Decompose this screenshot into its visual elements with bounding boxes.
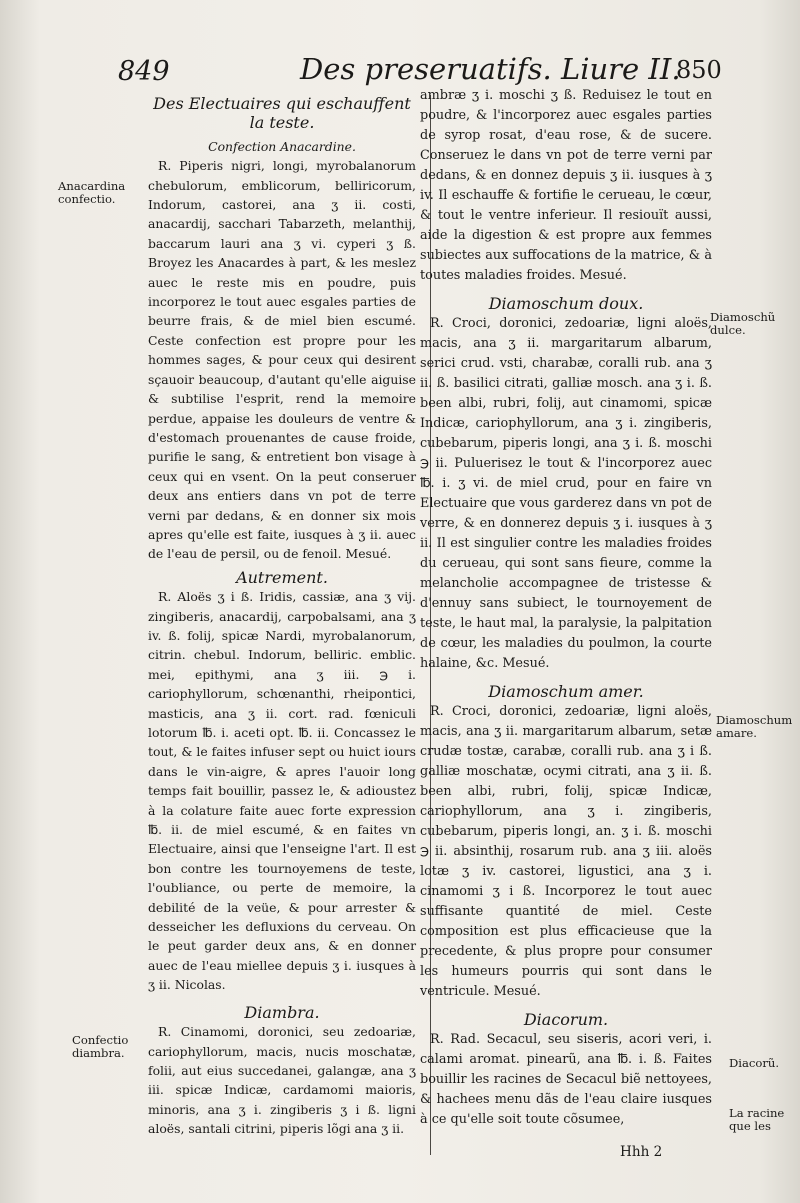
autrement-text: R. Aloës ʒ i ß. Iridis, cassiæ, ana ʒ vij. zingiberis, anacardij, carpobalsami, ana ʒ iv. ß. folij, spicæ Nardi, myrobalanorum, citrin. chebul. Indorum, belliric. emblic. mei, epithymi, ana ʒ iii. ℈ i. cariophyllorum, schœnanthi, rheipontici, masticis, ana ʒ ii. cort. rad. fœniculi lotorum ℔. i. aceti opt. ℔. ii. Concassez le tout, & le faites infuser sept ou huict iours dans le vin-aigre, & apres l'auoir long temps fait bouillir, passez le, & adioustez à la colature faite auec forte expression ℔. ii. de miel escumé, & en faites vn Electuaire, ainsi que l'enseigne l'art. Il est bon contre les tournoyemens de teste, l'oubliance, ou perte de memoire, la debilité de la veüe, & pour arrester & desseicher les defluxions du cerveau. On le peut garder deux ans, & en donner auec de l'eau miellee depuis ʒ i. iusques à ʒ ii. Nicolas. (148, 589, 416, 993)
margin-note-anacardina: Anacardina confectio. (58, 179, 126, 206)
signature-mark: Hhh 2 (620, 1144, 663, 1160)
page-header (0, 52, 800, 86)
diambra-text: R. Cinamomi, doronici, seu zedoariæ, cariophyllorum, macis, nucis moschatæ, folii, aut eius succedanei, galangæ, ana ʒ iii. spicæ Indicæ, cardamomi maioris, minoris, ana ʒ i. zingiberis ʒ i ß. ligni aloës, santali citrini, piperis lõgi ana ʒ ii. (148, 1024, 416, 1137)
right-column (420, 86, 712, 1130)
diamoschum-doux-heading: Diamoschum doux. (488, 294, 644, 313)
running-title: Des preseruatifs. Liure II. (300, 52, 681, 86)
margin-note-diamoschum-amer: Diamoschum amare. (716, 713, 793, 740)
margin-note-diacorum: Diacorũ. (729, 1056, 780, 1070)
confection-anacardine-heading: Confection Anacardine. (208, 138, 356, 154)
margin-note-racine: La racine que les (729, 1106, 785, 1133)
continuation-text: ambræ ʒ i. moschi ʒ ß. Reduisez le tout en poudre, & l'incorporez auec esgales parties de syrop rosat, d'eau rose, & de sucere. Conseruez le dans vn pot de terre verni par dedans, & en donnez depuis ʒ ii. iusques à ʒ iv. Il eschauffe & fortifie le cerueau, le cœur, & tout le ventre inferieur. Il resiouït aussi, aide la digestion & est propre aux femmes subiectes aux suffocations de la matrice, & à toutes maladies froides. Mesué. (420, 88, 712, 283)
margin-note-diambra: Confectio diambra. (72, 1033, 129, 1060)
confection-anacardine-text: R. Piperis nigri, longi, myrobalanorum chebulorum, emblicorum, belliricorum, Indorum, castorei, ana ʒ ii. costi, anacardij, sacchari Tabarzeth, melanthij, baccarum lauri ana ʒ vi. cyperi ʒ ß. Broyez les Anacardes à part, & les meslez auec le reste mis en poudre, puis incorporez le tout auec esgales parties de beurre frais, & de miel bien escumé. Ceste confection est propre pour les hommes sages, & pour ceux qui desirent sçauoir beaucoup, d'autant qu'elle aiguise & subtilise l'esprit, rend la memoire perdue, appaise les douleurs de ventre & d'estomach prouenantes de cause froide, purifie le sang, & entretient bon visage à ceux qui en vsent. On la peut conseruer deux ans entiers dans vn pot de terre verni par dedans, & en donner six mois apres qu'elle est faite, iusques à ʒ ii. auec de l'eau de persil, ou de fenoil. Mesué. (148, 158, 416, 562)
diacorum-text: R. Rad. Secacul, seu siseris, acori veri, i. calami aromat. pinearũ, ana ℔. i. ß. Faites bouillir les racines de Secacul biẽ nettoyees, & hachees menu dãs de l'eau claire iusques à ce qu'elle soit toute cõsumee, (420, 1032, 712, 1127)
section-title-line-2: la teste. (249, 113, 315, 133)
section-title-line-1: Des Electuaires qui eschauffent (153, 94, 411, 113)
diamoschum-amer-heading: Diamoschum amer. (488, 682, 644, 701)
diamoschum-doux-text: R. Croci, doronici, zedoariæ, ligni aloës, macis, ana ʒ ii. margaritarum albarum, serici crud. vsti, charabæ, coralli rub. ana ʒ ii. ß. basilici citrati, galliæ mosch. ana ʒ i. ß. been albi, rubri, folij, aut cinamomi, spicæ Indicæ, cariophyllorum, ana ʒ i. zingiberis, cubebarum, piperis longi, ana ʒ i. ß. moschi ℈ ii. Puluerisez le tout & l'incorporez auec ℔. i. ʒ vi. de miel crud, pour en faire vn Electuaire que vous garderez dans vn pot de verre, & en donnerez depuis ʒ i. iusques à ʒ ii. Il est singulier contre les maladies froides du cerueau, qui sont sans fieure, comme la melancholie accompagnee de tristesse & d'ennuy sans subiect, le tournoyement de teste, le haut mal, la paralysie, la palpitation de cœur, les maladies du poulmon, la courte halaine, &c. Mesué. (420, 316, 712, 671)
autrement-heading: Autrement. (236, 567, 328, 587)
diacorum-heading: Diacorum. (523, 1010, 609, 1029)
left-column (148, 94, 416, 1139)
page-number-left: 849 (118, 56, 170, 87)
diambra-heading: Diambra. (244, 1002, 320, 1022)
page-number-right: 850 (676, 56, 722, 84)
margin-note-diamoschum-doux: Diamoschũ dulce. (710, 310, 776, 337)
diamoschum-amer-text: R. Croci, doronici, zedoariæ, ligni aloës, macis, ana ʒ ii. margaritarum albarum, setæ crudæ tostæ, carabæ, coralli rub. ana ʒ i ß. galliæ moschatæ, ocymi citrati, ana ʒ ii. ß. been albi, rubri, folij, spicæ Indicæ, cariophyllorum, ana ʒ i. zingiberis, cubebarum, piperis longi, an. ʒ i. ß. moschi ℈ ii. absinthij, rosarum rub. ana ʒ iii. aloës lotæ ʒ iv. castorei, ligustici, ana ʒ i. cinamomi ʒ i ß. Incorporez le tout auec suffisante quantité de miel. Ceste composition est plus efficacieuse que la precedente, & plus propre pour consumer les humeurs pourris qui sont dans le ventricule. Mesué. (420, 704, 712, 999)
